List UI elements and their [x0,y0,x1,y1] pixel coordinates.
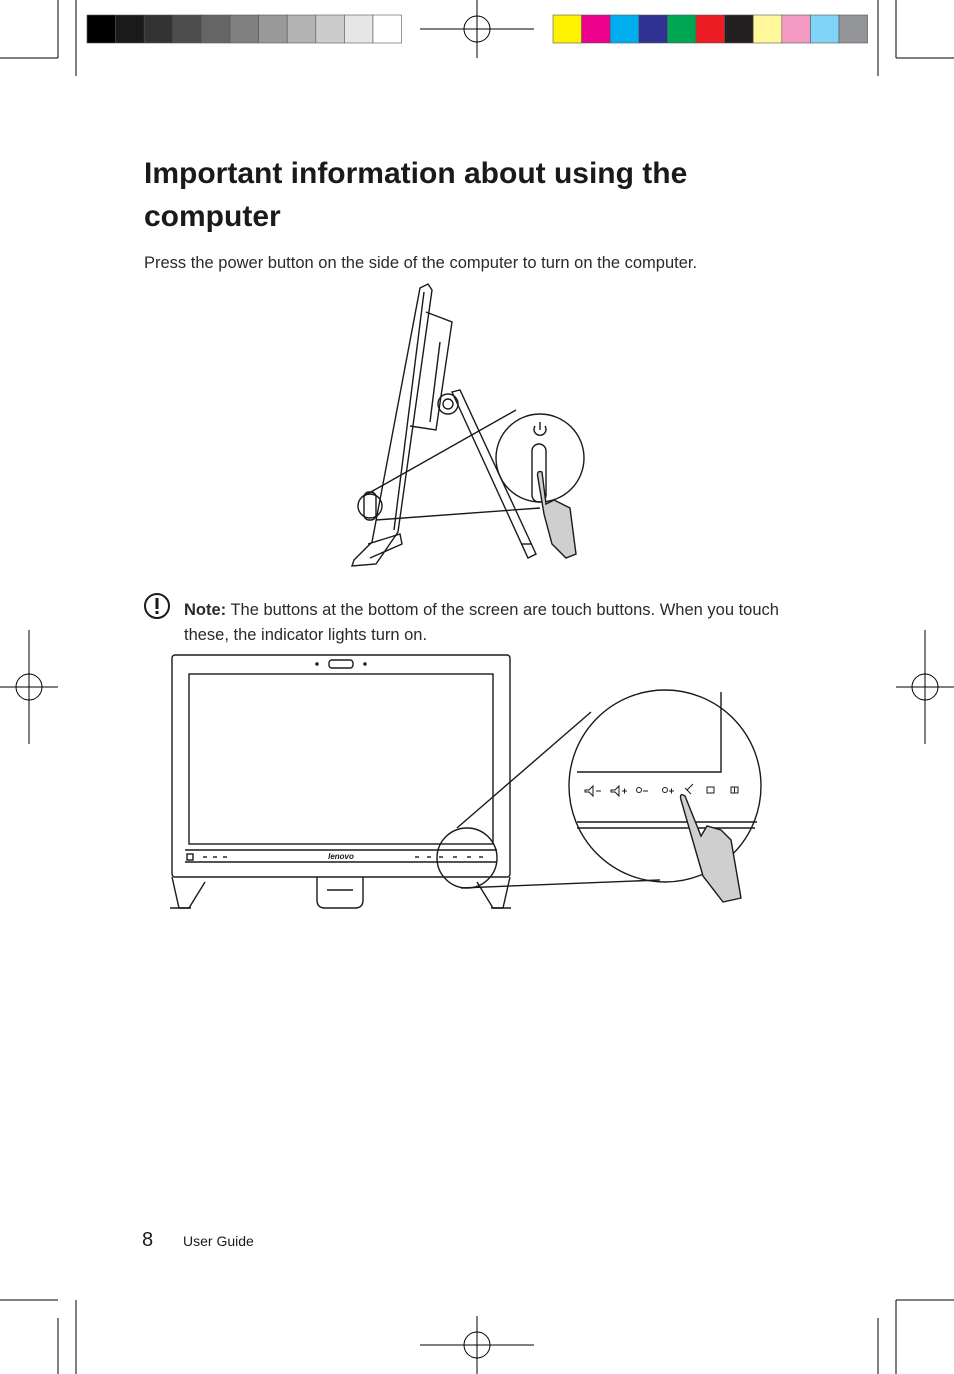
grayscale-swatch [287,15,316,43]
grayscale-swatch [344,15,373,43]
grayscale-swatch [116,15,145,43]
color-swatch [753,15,782,43]
grayscale-swatch [259,15,288,43]
color-swatch [582,15,611,43]
page-title: Important information about using the computer [144,157,688,233]
grayscale-swatch [144,15,173,43]
color-swatch [639,15,668,43]
grayscale-swatch [230,15,259,43]
grayscale-swatch [201,15,230,43]
lenovo-logo: lenovo [328,852,354,861]
note-label: Note: [184,601,227,619]
color-swatch [839,15,868,43]
color-swatch [782,15,811,43]
color-swatch [667,15,696,43]
info-icon [143,592,171,620]
grayscale-swatch [373,15,402,43]
note-text: The buttons at the bottom of the screen are touch buttons. When you touch these, the indicator lights turn on. [184,601,779,644]
color-swatch [725,15,754,43]
color-swatch [810,15,839,43]
color-swatch [610,15,639,43]
color-swatch [553,15,582,43]
intro-paragraph: Press the power button on the side of the computer to turn on the computer. [144,254,698,272]
grayscale-swatch [316,15,345,43]
side-view-illustration [340,282,600,572]
grayscale-swatch [87,15,116,43]
page-number: 8 [142,1229,154,1251]
grayscale-swatch [173,15,202,43]
color-swatch [696,15,725,43]
note-paragraph [184,598,784,648]
footer-label: User Guide [183,1233,254,1249]
front-view-illustration [165,650,775,912]
